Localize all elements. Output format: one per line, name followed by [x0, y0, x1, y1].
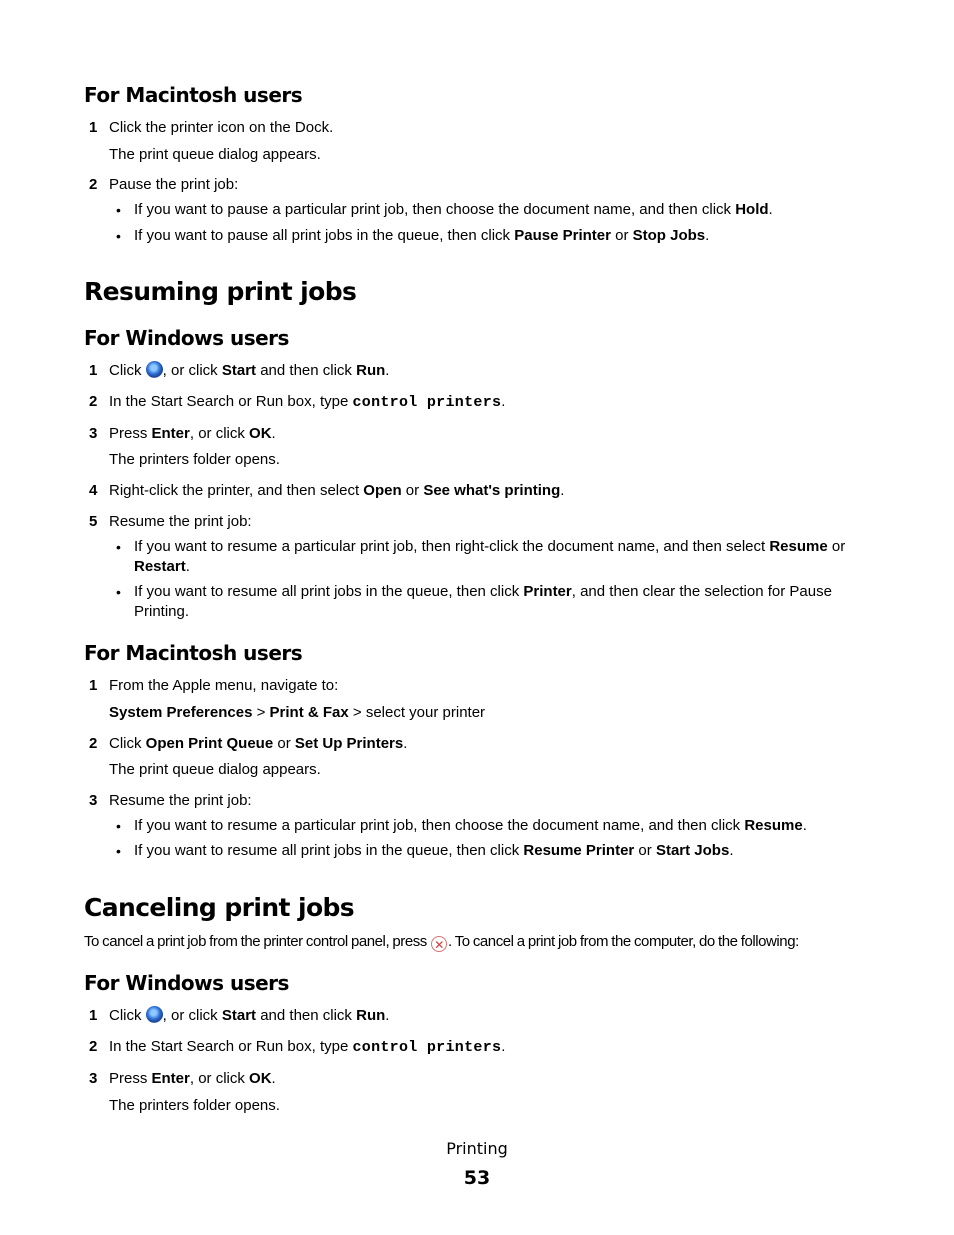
step-number: 2	[89, 176, 98, 193]
command-code: control printers	[352, 1039, 502, 1056]
heading-resuming: Resuming print jobs	[84, 277, 357, 306]
step-text: Press Enter, or click OK.	[109, 425, 276, 442]
step-number: 4	[89, 482, 98, 499]
bullet-icon: •	[116, 584, 121, 600]
windows-start-icon	[146, 361, 163, 378]
step-text: Press Enter, or click OK.	[109, 1070, 276, 1087]
step-number: 3	[89, 792, 98, 809]
step-number: 3	[89, 425, 98, 442]
step-number: 2	[89, 735, 98, 752]
heading-windows-resume: For Windows users	[84, 326, 289, 350]
step-text: Click , or click Start and then click Run.	[109, 362, 390, 379]
step-note: The printers folder opens.	[109, 1097, 280, 1114]
bullet-text: If you want to resume a particular print job, then right-click the document name, and then select Resume or Restart.	[134, 538, 846, 575]
heading-windows-cancel: For Windows users	[84, 971, 289, 995]
bullet-text: If you want to resume all print jobs in the queue, then click Resume Printer or Start Jobs.	[134, 842, 734, 859]
cancel-icon: ✕	[431, 936, 447, 952]
command-code: control printers	[352, 394, 502, 411]
step-number: 2	[89, 393, 98, 410]
step-number: 1	[89, 362, 98, 379]
step-text: Right-click the printer, and then select Open or See what's printing.	[109, 482, 565, 499]
bullet-text: If you want to resume all print jobs in the queue, then click Printer, and then clear the selection for Pause Printing.	[134, 583, 832, 620]
step-number: 1	[89, 677, 98, 694]
menu-path: System Preferences > Print & Fax > select your printer	[109, 704, 486, 721]
step-text: Click , or click Start and then click Run.	[109, 1007, 390, 1024]
step-text: Resume the print job:	[109, 792, 252, 809]
bullet-icon: •	[116, 843, 121, 859]
cancel-intro: To cancel a print job from the printer control panel, press ✕ . To cancel a print job from the computer, do the following:	[84, 933, 799, 952]
step-text: Click the printer icon on the Dock.	[109, 119, 334, 136]
bullet-icon: •	[116, 818, 121, 834]
step-text: Resume the print job:	[109, 513, 252, 530]
step-number: 3	[89, 1070, 98, 1087]
step-text: Pause the print job:	[109, 176, 239, 193]
step-note: The printers folder opens.	[109, 451, 280, 468]
step-text: From the Apple menu, navigate to:	[109, 677, 339, 694]
bullet-icon: •	[116, 228, 121, 244]
step-number: 5	[89, 513, 98, 530]
bullet-icon: •	[116, 202, 121, 218]
footer-section: Printing	[446, 1139, 508, 1158]
bullet-text: If you want to resume a particular print job, then choose the document name, and then click Resume.	[134, 817, 807, 834]
heading-canceling: Canceling print jobs	[84, 893, 355, 922]
bullet-text: If you want to pause a particular print job, then choose the document name, and then click Hold.	[134, 201, 773, 218]
step-text: In the Start Search or Run box, type control printers.	[109, 1038, 506, 1056]
bullet-text: If you want to pause all print jobs in the queue, then click Pause Printer or Stop Jobs.	[134, 227, 710, 244]
step-number: 1	[89, 119, 98, 136]
step-number: 1	[89, 1007, 98, 1024]
windows-start-icon	[146, 1006, 163, 1023]
step-note: The print queue dialog appears.	[109, 761, 321, 778]
step-number: 2	[89, 1038, 98, 1055]
heading-mac-resume: For Macintosh users	[84, 641, 303, 665]
step-text: Click Open Print Queue or Set Up Printers.	[109, 735, 408, 752]
bullet-icon: •	[116, 539, 121, 555]
step-note: The print queue dialog appears.	[109, 146, 321, 163]
page-number: 53	[463, 1167, 491, 1189]
heading-mac-pause: For Macintosh users	[84, 83, 303, 107]
step-text: In the Start Search or Run box, type control printers.	[109, 393, 506, 411]
